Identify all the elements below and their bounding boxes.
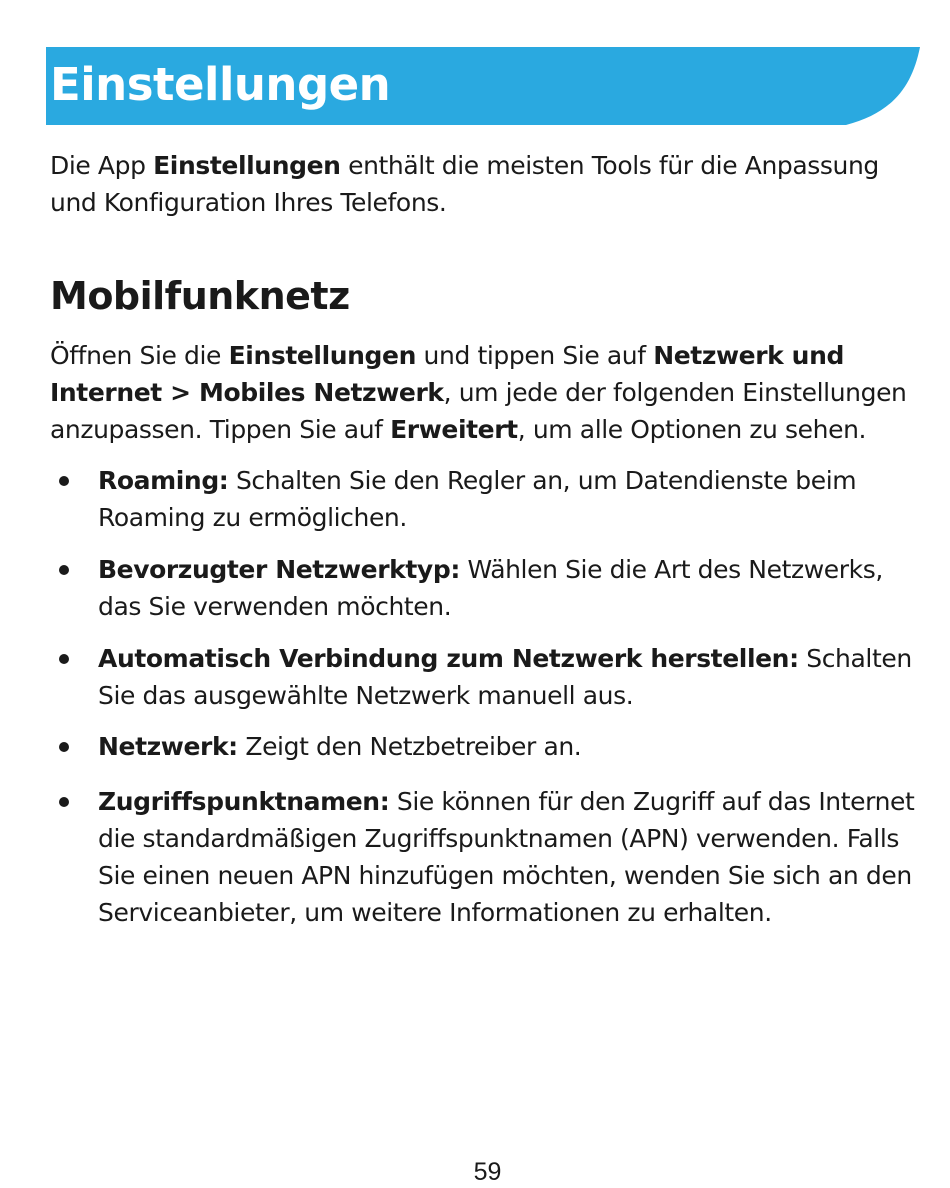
bullet-dot-icon [59,565,69,575]
page-title: Einstellungen [50,58,391,111]
bullet-text [98,462,916,536]
bullet-description: Schalten Sie das ausgewählte Netzwerk manuell aus. [98,644,912,710]
section-bold-1: Einstellungen [228,341,417,370]
bullet-text [98,728,916,765]
intro-text-1: Die App [50,151,154,180]
section-text-2: und tippen Sie auf [416,341,654,370]
bullet-text [98,551,916,625]
bullet-description: Sie können für den Zugriff auf das Internet die standardmäßigen Zugriffspunktnamen (APN) verwenden. Falls Sie einen neuen APN hinzufügen möchten, wenden Sie sich an den Serviceanbieter, um weitere Informationen zu erhalten. [98,787,915,927]
bullet-text [98,783,916,931]
intro-text-2: enthält die meisten Tools für die Anpassung und Konfiguration Ihres Telefons. [50,151,879,217]
intro-bold-1: Einstellungen [153,151,341,180]
section-paragraph [50,337,920,448]
bullet-dot-icon [59,797,69,807]
bullet-term: Automatisch Verbindung zum Netzwerk herstellen: [98,644,799,673]
bullet-dot-icon [59,476,69,486]
section-heading: Mobilfunknetz [50,274,350,318]
section-bold-3: Erweitert [390,415,518,444]
bullet-term: Netzwerk: [98,732,238,761]
page-number: 59 [473,1158,502,1186]
section-text-4: , um alle Optionen zu sehen. [517,415,867,444]
section-text-1: Öffnen Sie die [50,341,229,370]
bullet-dot-icon [59,654,69,664]
bullet-description: Schalten Sie den Regler an, um Datendienste beim Roaming zu ermöglichen. [98,466,857,532]
bullet-description: Wählen Sie die Art des Netzwerks, das Sie verwenden möchten. [98,555,883,621]
intro-paragraph [50,147,920,221]
bullet-term: Bevorzugter Netzwerktyp: [98,555,460,584]
section-bold-2: Netzwerk und Internet > Mobiles Netzwerk [50,341,844,407]
bullet-term: Roaming: [98,466,229,495]
bullet-dot-icon [59,742,69,752]
bullet-description: Zeigt den Netzbetreiber an. [237,732,582,761]
bullet-term: Zugriffspunktnamen: [98,787,390,816]
header-banner [46,47,920,125]
section-text-3: , um jede der folgenden Einstellungen anzupassen. Tippen Sie auf [50,378,907,444]
bullet-text [98,640,916,714]
